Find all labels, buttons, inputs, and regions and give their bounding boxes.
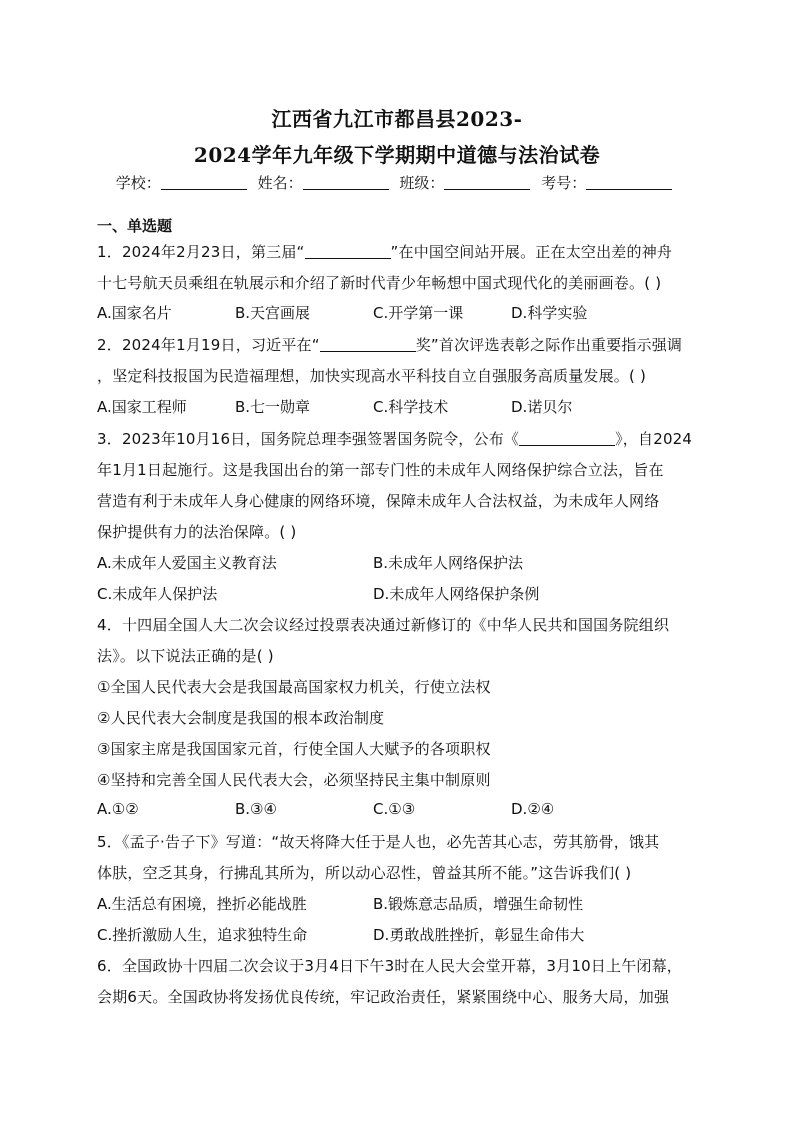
q3-line1 (97, 428, 699, 449)
q4-option-a[interactable]: A.①② (97, 800, 139, 818)
q4-statement-2: ②人民代表大会制度是我国的根本政治制度 (97, 709, 385, 727)
q3-option-c[interactable]: C.未成年人保护法 (97, 585, 218, 603)
q2-blank (320, 337, 416, 352)
q2-line1 (97, 334, 699, 355)
q6-line1: 6．全国政协十四届二次会议于3月4日下午3时在人民大会堂开幕，3月10日上午闭幕， (97, 957, 683, 975)
q5-option-b[interactable]: B.锻炼意志品质，增强生命韧性 (373, 895, 584, 913)
q2-option-b[interactable]: B.七一勋章 (235, 398, 311, 416)
q1-text-a: 1．2024年2月23日，第三届“ (97, 243, 305, 261)
q5-line2: 体肤，空乏其身，行拂乱其所为，所以动心忍性，曾益其所不能。”这告诉我们( ) (97, 864, 632, 882)
q4-line1: 4．十四届全国人大二次会议经过投票表决通过新修订的《中华人民共和国国务院组织 (97, 616, 670, 634)
q4-line2: 法》。以下说法正确的是( ) (97, 647, 274, 665)
q3-option-a[interactable]: A.未成年人爱国主义教育法 (97, 554, 277, 572)
q2-option-c[interactable]: C.科学技术 (373, 398, 449, 416)
q6-line2: 会期6天。全国政协将发扬优良传统，牢记政治责任，紧紧围绕中心、服务大局，加强 (97, 988, 670, 1006)
name-field[interactable] (303, 175, 389, 190)
q3-option-d[interactable]: D.未成年人网络保护条例 (373, 585, 540, 603)
school-label: 学校： (115, 174, 161, 192)
q1-text-b: ”在中国空间站开展。正在太空出差的神舟 (390, 243, 673, 261)
q3-line4: 保护提供有力的法治保障。( ) (97, 523, 297, 541)
q5-option-c[interactable]: C.挫折激励人生，追求独特生命 (97, 926, 308, 944)
student-info-row (0, 172, 794, 193)
q4-option-c[interactable]: C.①③ (373, 800, 416, 818)
q5-option-a[interactable]: A.生活总有困境，挫折必能战胜 (97, 895, 307, 913)
q4-statement-4: ④坚持和完善全国人民代表大会，必须坚持民主集中制原则 (97, 771, 491, 789)
q4-statement-3: ③国家主席是我国国家元首，行使全国人大赋予的各项职权 (97, 740, 491, 758)
q3-line2: 年1月1日起施行。这是我国出台的第一部专门性的未成年人网络保护综合立法，旨在 (97, 461, 664, 479)
q1-option-c[interactable]: C.开学第一课 (373, 304, 464, 322)
exam-no-label: 考号： (541, 174, 587, 192)
q1-option-d[interactable]: D.科学实验 (511, 304, 588, 322)
q4-statement-1: ①全国人民代表大会是我国最高国家权力机关，行使立法权 (97, 678, 491, 696)
q5-option-d[interactable]: D.勇敢战胜挫折，彰显生命伟大 (373, 926, 585, 944)
q4-option-d[interactable]: D.②④ (511, 800, 555, 818)
q3-blank (519, 431, 615, 446)
q1-line2: 十七号航天员乘组在轨展示和介绍了新时代青少年畅想中国式现代化的美丽画卷。( ) (97, 274, 662, 292)
exam-no-field[interactable] (586, 175, 672, 190)
q3-text-b: 》，自2024 (615, 430, 693, 448)
school-field[interactable] (161, 175, 247, 190)
q1-option-a[interactable]: A.国家名片 (97, 304, 172, 322)
section-title: 一、单选题 (97, 217, 173, 235)
exam-title-line1: 江西省九江市都昌县2023- (271, 107, 523, 131)
name-label: 姓名： (257, 174, 303, 192)
q3-option-b[interactable]: B.未成年人网络保护法 (373, 554, 524, 572)
q1-line1 (97, 241, 699, 262)
q1-blank (305, 244, 391, 259)
q3-text-a: 3．2023年10月16日，国务院总理李强签署国务院令，公布《 (97, 430, 520, 448)
q2-text-a: 2．2024年1月19日，习近平在“ (97, 336, 320, 354)
q1-option-b[interactable]: B.天宫画展 (235, 304, 311, 322)
q5-line1: 5．《孟子·告子下》写道：“故天将降大任于是人也，必先苦其心志，劳其筋骨，饿其 (97, 833, 660, 851)
q2-option-a[interactable]: A.国家工程师 (97, 398, 187, 416)
exam-title-line2: 2024学年九年级下学期期中道德与法治试卷 (193, 143, 601, 167)
q4-option-b[interactable]: B.③④ (235, 800, 277, 818)
q2-option-d[interactable]: D.诺贝尔 (511, 398, 573, 416)
q2-text-b: 奖”首次评选表彰之际作出重要指示强调 (415, 336, 683, 354)
q3-line3: 营造有利于未成年人身心健康的网络环境，保障未成年人合法权益，为未成年人网络 (97, 492, 660, 510)
class-label: 班级： (399, 174, 445, 192)
q2-line2: ，坚定科技报国为民造福理想，加快实现高水平科技自立自强服务高质量发展。( ) (97, 367, 647, 385)
class-field[interactable] (444, 175, 530, 190)
